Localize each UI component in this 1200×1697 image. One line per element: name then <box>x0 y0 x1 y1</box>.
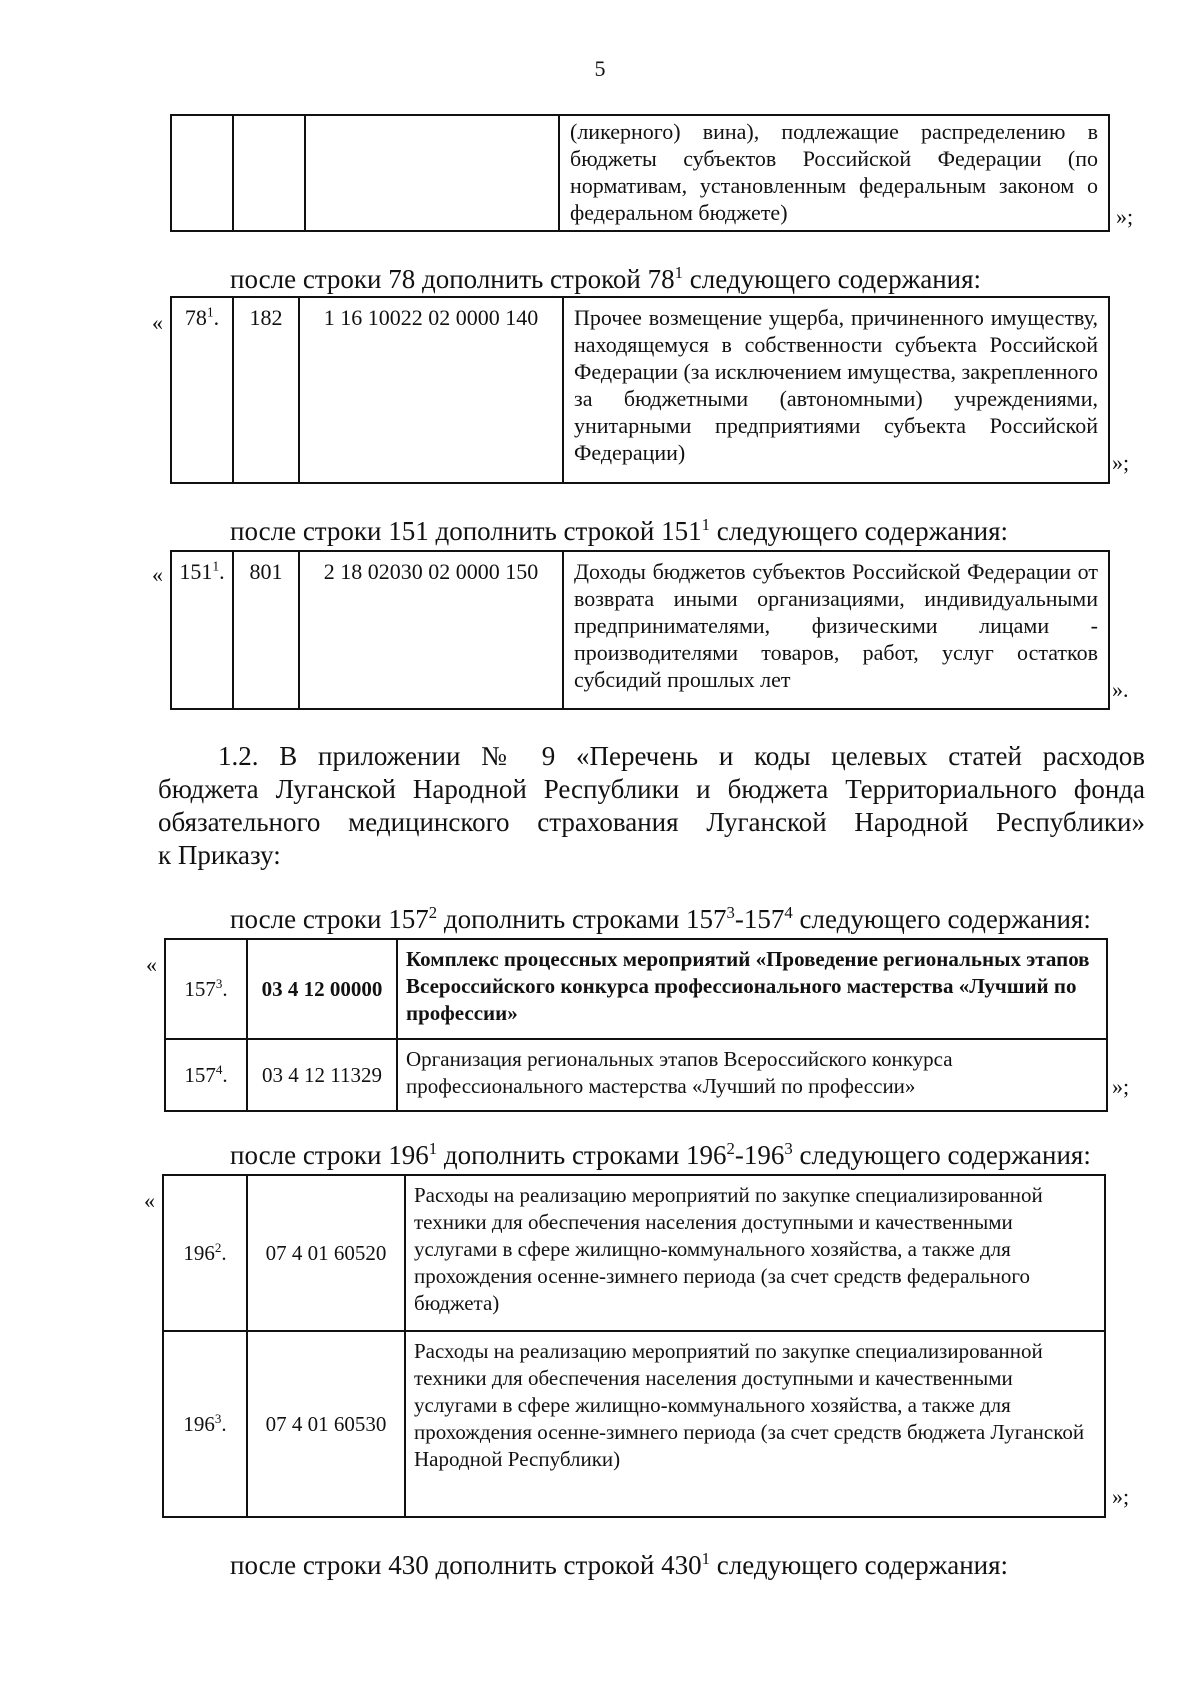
opening-quote: « <box>144 1188 155 1213</box>
cell-desc: Расходы на реализацию мероприятий по закупке специализированной техники для обеспечения населения доступными и качественными услугами в сфере жилищно-коммунального хозяйства, а также для прохождения осенне-зимнего периода (за счет средств бюджета Луганской Народной Республики) <box>405 1331 1105 1517</box>
closing-quote: »; <box>1112 1484 1130 1509</box>
table-row <box>165 939 1107 1039</box>
insertion-instruction: после строки $157^2$ дополнить строками $157^3-157^4$ следующего содержания: <box>230 903 1091 934</box>
cell-desc: (ликерного) вина), подлежащие распределению в бюджеты субъектов Российской Федерации (по нормативам, установленным федеральным законом о федеральном бюджете) <box>559 115 1109 231</box>
cell-num: $157^4$. <box>165 1039 247 1111</box>
table-row <box>171 115 1109 231</box>
paragraph-line: бюджета Луганской Народной Республики и бюджета Территориального фонда <box>158 774 1145 804</box>
closing-quote: »; <box>1112 450 1130 475</box>
cell-code: 07 4 01 60520 <box>247 1175 405 1331</box>
table-196 <box>162 1174 1106 1518</box>
cell-num <box>171 115 233 231</box>
cell-code: 2 18 02030 02 0000 150 <box>299 551 563 709</box>
table-top <box>170 114 1110 232</box>
table-row <box>165 1039 1107 1111</box>
insertion-instruction: после строки 151 дополнить строкой $151^1$ следующего содержания: <box>230 515 1009 546</box>
closing-quote: »; <box>1112 1074 1130 1099</box>
insertion-instruction: после строки 78 дополнить строкой $78^1$ следующего содержания: <box>230 263 982 294</box>
cell-code: 07 4 01 60530 <box>247 1331 405 1517</box>
opening-quote: « <box>146 952 157 977</box>
paragraph-1-2 <box>158 740 1145 872</box>
insertion-instruction: после строки $196^1$ дополнить строками $196^2-196^3$ следующего содержания: <box>230 1139 1091 1170</box>
table-78 <box>170 296 1110 484</box>
table-151 <box>170 550 1110 710</box>
cell-num: $78^1$. <box>171 297 233 483</box>
cell-code <box>305 115 559 231</box>
cell-desc: Прочее возмещение ущерба, причиненного имуществу, находящемуся в собственности субъекта Российской Федерации (за исключением имущества, закрепленного за бюджетными (автономными) учреждениями, унитарными предприятиями субъекта Российской Федерации) <box>563 297 1109 483</box>
cell-num: $151^1$. <box>171 551 233 709</box>
cell-desc: Доходы бюджетов субъектов Российской Федерации от возврата иными организациями, индивидуальными предпринимателями, физическими лицами - производителями товаров, работ, услуг остатков субсидий прошлых лет <box>563 551 1109 709</box>
cell-code: 03 4 12 11329 <box>247 1039 397 1111</box>
closing-quote: »; <box>1116 204 1134 229</box>
cell-admin <box>233 115 305 231</box>
paragraph-line: 1.2. В приложении № 9 «Перечень и коды целевых статей расходов <box>218 741 1145 771</box>
insertion-instruction: после строки 430 дополнить строкой $430^1$ следующего содержания: <box>230 1549 1009 1580</box>
cell-code: 03 4 12 00000 <box>247 939 397 1039</box>
table-row <box>171 297 1109 483</box>
opening-quote: « <box>152 562 163 587</box>
opening-quote: « <box>152 310 163 335</box>
cell-desc: Расходы на реализацию мероприятий по закупке специализированной техники для обеспечения населения доступными и качественными услугами в сфере жилищно-коммунального хозяйства, а также для прохождения осенне-зимнего периода (за счет средств федерального бюджета) <box>405 1175 1105 1331</box>
cell-code: 1 16 10022 02 0000 140 <box>299 297 563 483</box>
paragraph-line: к Приказу: <box>158 840 281 870</box>
cell-num: $196^3$. <box>163 1331 247 1517</box>
cell-admin: 182 <box>233 297 299 483</box>
table-157 <box>164 938 1108 1112</box>
cell-admin: 801 <box>233 551 299 709</box>
cell-desc: Организация региональных этапов Всероссийского конкурса профессионального мастерства «Лучший по профессии» <box>397 1039 1107 1111</box>
paragraph-line: обязательного медицинского страхования Луганской Народной Республики» <box>158 807 1145 837</box>
closing-quote: ». <box>1112 677 1129 702</box>
cell-desc: Комплекс процессных мероприятий «Проведение региональных этапов Всероссийского конкурса профессионального мастерства «Лучший по профессии» <box>397 939 1107 1039</box>
page-number: 5 <box>594 56 606 81</box>
table-row <box>171 551 1109 709</box>
cell-num: $157^3$. <box>165 939 247 1039</box>
table-row <box>163 1331 1105 1517</box>
cell-num: $196^2$. <box>163 1175 247 1331</box>
table-row <box>163 1175 1105 1331</box>
